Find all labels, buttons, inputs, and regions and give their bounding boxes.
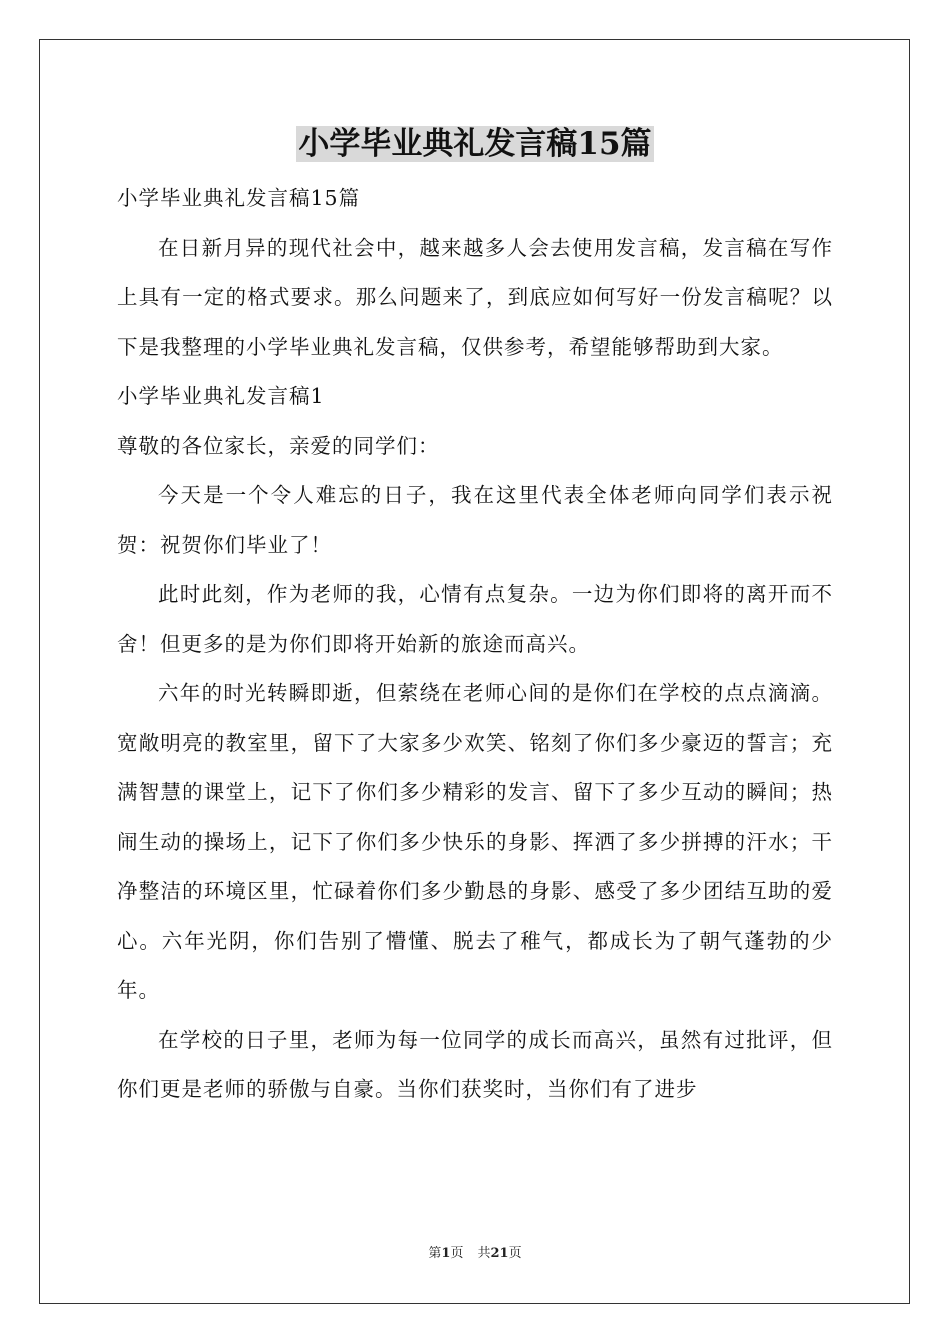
paragraph-subtitle: 小学毕业典礼发言稿15篇 — [117, 186, 361, 210]
page-footer — [0, 1245, 950, 1263]
document-title-text: 小学毕业典礼发言稿15篇 — [298, 126, 652, 162]
paragraph-body-1: 今天是一个令人难忘的日子，我在这里代表全体老师向同学们表示祝贺：祝贺你们毕业了！ — [117, 483, 833, 557]
paragraph-body-4: 在学校的日子里，老师为每一位同学的成长而高兴，虽然有过批评，但你们更是老师的骄傲与自豪。当你们获奖时，当你们有了进步 — [117, 1027, 833, 1101]
total-suffix: 页 — [508, 1246, 522, 1261]
document-title — [0, 122, 950, 166]
total-prefix: 共 — [477, 1246, 491, 1261]
total-pages: 21 — [490, 1246, 509, 1261]
paragraph-salutation: 尊敬的各位家长，亲爱的同学们： — [117, 433, 440, 458]
paragraph-intro: 在日新月异的现代社会中，越来越多人会去使用发言稿，发言稿在写作上具有一定的格式要求。那么问题来了，到底应如何写好一份发言稿呢？以下是我整理的小学毕业典礼发言稿，仅供参考，希望能够帮助到大家。 — [117, 235, 833, 359]
page-suffix: 页 — [450, 1246, 464, 1261]
paragraph-body-3: 六年的时光转瞬即逝，但萦绕在老师心间的是你们在学校的点点滴滴。宽敞明亮的教室里，留下了大家多少欢笑、铭刻了你们多少豪迈的誓言；充满智慧的课堂上，记下了你们多少精彩的发言、留下了多少互动的瞬间；热闹生动的操场上，记下了你们多少快乐的身影、挥洒了多少拼搏的汗水；干净整洁的环境区里，忙碌着你们多少勤恳的身影、感受了多少团结互助的爱心。六年光阴，你们告别了懵懂、脱去了稚气，都成长为了朝气蓬勃的少年。 — [117, 681, 833, 1002]
page-number: 1 — [441, 1246, 451, 1261]
page-prefix: 第 — [428, 1246, 442, 1261]
document-body — [117, 174, 833, 1115]
paragraph-body-2: 此时此刻，作为老师的我，心情有点复杂。一边为你们即将的离开而不舍！但更多的是为你们即将开始新的旅途而高兴。 — [117, 582, 833, 656]
paragraph-section-heading: 小学毕业典礼发言稿1 — [117, 384, 325, 408]
